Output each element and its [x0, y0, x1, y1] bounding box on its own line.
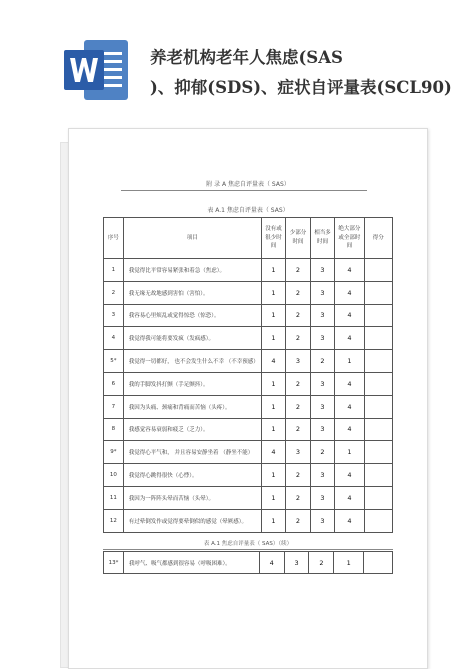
row-v4: 4 — [335, 486, 364, 509]
row-score — [364, 327, 392, 350]
row-v4: 4 — [335, 509, 364, 532]
row-v4: 1 — [335, 350, 364, 373]
header-c4: 绝大部分或全部时间 — [335, 218, 364, 259]
row-v1: 1 — [261, 372, 286, 395]
row-item: 我的手脚发抖打颤（手足颤抖）。 — [123, 372, 261, 395]
table-row — [104, 464, 393, 487]
row-item: 我感觉容易衰弱和疲乏（乏力）。 — [123, 418, 261, 441]
row-v3: 2 — [310, 441, 335, 464]
row-v2: 3 — [286, 441, 311, 464]
row-item: 我觉得心跳得很快（心悸）。 — [123, 464, 261, 487]
table-row — [104, 552, 393, 574]
table-row — [104, 372, 393, 395]
row-v1: 1 — [261, 486, 286, 509]
row-v1: 1 — [261, 281, 286, 304]
header-c2: 少部分时间 — [286, 218, 311, 259]
sas-table — [103, 217, 393, 533]
row-v2: 2 — [286, 304, 311, 327]
document-page — [68, 128, 428, 669]
row-v2: 3 — [286, 350, 311, 373]
appendix-caption: 附 录 A 焦虑自评量表（ SAS） — [206, 181, 290, 188]
row-no: 1 — [104, 259, 124, 282]
row-v4: 1 — [334, 552, 364, 574]
table-caption: 表 A.1 焦虑自评量表（ SAS） — [207, 207, 289, 214]
row-item: 我因为头痛、颈痛和背痛而苦恼（头疼）。 — [123, 395, 261, 418]
row-v4: 4 — [335, 281, 364, 304]
continued-caption-divider — [103, 549, 393, 550]
row-v4: 4 — [335, 259, 364, 282]
row-no: 10 — [104, 464, 124, 487]
row-v1: 4 — [261, 441, 286, 464]
row-v2: 2 — [286, 327, 311, 350]
row-item: 我觉得我可能将要发疯（发疯感）。 — [123, 327, 261, 350]
row-v3: 2 — [310, 350, 335, 373]
row-v3: 3 — [310, 259, 335, 282]
row-v1: 4 — [259, 552, 284, 574]
row-item: 我呼气、吸气都感到很容易（呼吸困难）。 — [123, 552, 259, 574]
row-v3: 3 — [310, 418, 335, 441]
row-v4: 4 — [335, 418, 364, 441]
row-no: 13* — [104, 552, 124, 574]
row-v2: 2 — [286, 395, 311, 418]
row-v3: 3 — [310, 509, 335, 532]
row-score — [364, 509, 392, 532]
row-no: 4 — [104, 327, 124, 350]
table-row — [104, 441, 393, 464]
row-no: 3 — [104, 304, 124, 327]
row-v3: 3 — [310, 395, 335, 418]
row-v3: 3 — [310, 327, 335, 350]
table-row — [104, 327, 393, 350]
row-v3: 3 — [310, 486, 335, 509]
sas-table-continued — [103, 551, 393, 574]
row-no: 6 — [104, 372, 124, 395]
table-row — [104, 259, 393, 282]
row-v1: 1 — [261, 509, 286, 532]
word-document-icon — [62, 38, 130, 102]
row-score — [364, 350, 392, 373]
row-score — [364, 304, 392, 327]
row-no: 7 — [104, 395, 124, 418]
row-v4: 4 — [335, 464, 364, 487]
row-v1: 1 — [261, 304, 286, 327]
row-v1: 1 — [261, 418, 286, 441]
row-v3: 3 — [310, 281, 335, 304]
table-row — [104, 395, 393, 418]
row-v2: 2 — [286, 486, 311, 509]
row-item: 我觉得心平气和， 并且容易安静坐着 （静坐不能） — [123, 441, 261, 464]
row-no: 5* — [104, 350, 124, 373]
row-score — [364, 552, 393, 574]
row-score — [364, 441, 392, 464]
row-item: 我无缘无故地感到害怕（害怕）。 — [123, 281, 261, 304]
row-no: 8 — [104, 418, 124, 441]
row-no: 2 — [104, 281, 124, 304]
header-seq: 序号 — [104, 218, 124, 259]
row-v2: 2 — [286, 372, 311, 395]
header-item: 项目 — [123, 218, 261, 259]
row-v1: 4 — [261, 350, 286, 373]
row-v3: 3 — [310, 304, 335, 327]
row-v1: 1 — [261, 327, 286, 350]
table-row — [104, 418, 393, 441]
row-score — [364, 395, 392, 418]
row-v2: 2 — [286, 464, 311, 487]
row-v3: 3 — [310, 464, 335, 487]
header-c1: 没有或很少时间 — [261, 218, 286, 259]
row-score — [364, 486, 392, 509]
row-score — [364, 418, 392, 441]
caption-divider — [121, 190, 367, 191]
row-item: 我觉得一切都好， 也不会发生什么不幸 （不幸预感） — [123, 350, 261, 373]
header-c3: 相当多时间 — [310, 218, 335, 259]
row-v3: 2 — [309, 552, 334, 574]
row-v2: 2 — [286, 281, 311, 304]
row-v4: 4 — [335, 327, 364, 350]
row-v1: 1 — [261, 259, 286, 282]
row-v2: 2 — [286, 259, 311, 282]
row-item: 我容易心里烦乱或觉得惊恐（惊恐）。 — [123, 304, 261, 327]
row-v4: 4 — [335, 395, 364, 418]
row-no: 12 — [104, 509, 124, 532]
row-item: 我觉得比平常容易紧张和着急（焦虑）。 — [123, 259, 261, 282]
row-v4: 1 — [335, 441, 364, 464]
row-no: 9* — [104, 441, 124, 464]
table-row — [104, 509, 393, 532]
row-item: 有过晕倒发作或觉得要晕倒似的感觉（晕厥感）。 — [123, 509, 261, 532]
table-row — [104, 486, 393, 509]
row-score — [364, 464, 392, 487]
row-v2: 2 — [286, 418, 311, 441]
row-v1: 1 — [261, 464, 286, 487]
page-title-line-2: )、抑郁(SDS)、症状自评量表(SCL90) — [150, 78, 452, 97]
header-score: 得分 — [364, 218, 392, 259]
row-v4: 4 — [335, 304, 364, 327]
header-banner — [0, 0, 474, 120]
table-row — [104, 281, 393, 304]
row-v2: 2 — [286, 509, 311, 532]
page-title-line-1: 养老机构老年人焦虑(SAS — [150, 48, 343, 67]
row-v3: 3 — [310, 372, 335, 395]
row-score — [364, 372, 392, 395]
row-no: 11 — [104, 486, 124, 509]
row-v4: 4 — [335, 372, 364, 395]
table-row — [104, 350, 393, 373]
row-v2: 3 — [284, 552, 309, 574]
table-row — [104, 304, 393, 327]
continued-table-caption: 表 A.1 焦虑自评量表（ SAS）（续） — [203, 541, 293, 547]
row-score — [364, 281, 392, 304]
row-item: 我因为一阵阵头晕而苦恼（头晕）。 — [123, 486, 261, 509]
row-v1: 1 — [261, 395, 286, 418]
row-score — [364, 259, 392, 282]
table-header-row — [104, 218, 393, 259]
